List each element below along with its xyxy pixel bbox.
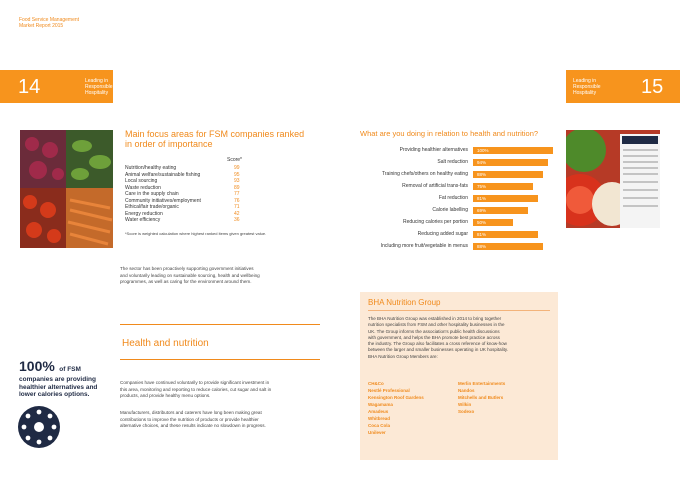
- ranking-row-score: 76: [234, 197, 240, 204]
- ranking-row-label: Energy reduction: [125, 210, 163, 217]
- ranking-row-score: 95: [234, 171, 240, 178]
- bar-category-label: Fat reduction: [438, 195, 468, 201]
- intro-paragraph: The sector has been proactively supporting government initiatives and voluntarily leading on sustainable sourcing, health and wellbeing programmes, as well as caring for the environment around them.: [120, 266, 260, 284]
- bar-row: [360, 158, 560, 166]
- left-page-band: [0, 70, 113, 103]
- divider-top: [120, 324, 320, 325]
- stat-line-2: companies are providing: [19, 376, 96, 383]
- bha-nutrition-panel: [360, 292, 558, 460]
- bar-value-label: 81%: [477, 196, 487, 201]
- score-header: Score*: [227, 157, 243, 163]
- bha-body-line: UK. The Group informs the association's public health discussions: [368, 328, 500, 334]
- bar-value-label: 75%: [477, 184, 487, 189]
- ranking-row-label: Community initiatives/employment: [125, 197, 201, 204]
- bha-member: Whitbread: [368, 416, 390, 421]
- ranking-row-label: Animal welfare/sustainable fishing: [125, 171, 201, 178]
- bha-member: Coca Cola: [368, 423, 391, 428]
- bha-member: Wilkin: [458, 402, 472, 407]
- bar-value-label: 100%: [477, 148, 489, 153]
- nutrition-label-photo: [566, 130, 660, 228]
- bar-category-label: Including more fruit/vegetable in menus: [380, 243, 468, 249]
- ranking-row-label: Water efficiency: [125, 217, 161, 223]
- ranking-section: [125, 129, 325, 237]
- ranking-row-label: Care in the supply chain: [125, 191, 179, 197]
- health-paragraph-2: Manufacturers, distributors and caterers have long been making great contributions to improve the nutrition of products or provide healthier alternative choices, and these results indicate no slowdown in progress.: [120, 410, 266, 428]
- bha-member: Amadeus: [368, 409, 389, 414]
- community-circle-icon: [17, 405, 61, 454]
- bar-category-label: Removal of artificial trans-fats: [402, 183, 468, 189]
- ranking-row-score: 71: [234, 204, 240, 210]
- ranking-row-score: 77: [234, 191, 240, 197]
- health-paragraph-1: Companies have continued voluntarily to provide significant investment in this area, monitoring and reporting to reduce calories, cut sugar and salt in products, and provide healthy menu options.: [120, 380, 272, 398]
- ranking-row-label: Nutrition/healthy eating: [125, 165, 177, 171]
- bar-row: [360, 242, 560, 250]
- bha-member: Mitchells and Butlers: [458, 395, 504, 400]
- stat-value: 100%: [19, 358, 55, 374]
- bha-member: Sodexo: [458, 409, 475, 414]
- ranking-footnote: *Score is weighted calculation where highest ranked items given greatest value.: [125, 230, 267, 236]
- bar-value-label: 88%: [477, 244, 487, 249]
- bha-member: Merlin Entertainments: [458, 381, 506, 386]
- ranking-row-label: Local sourcing: [125, 178, 158, 184]
- bar-category-label: Calorie labelling: [432, 207, 468, 213]
- bha-member: CH&Co: [368, 381, 384, 386]
- bha-body-line: BHA Nutrition Group Members are:: [368, 353, 438, 359]
- ranking-row-score: 36: [234, 217, 240, 223]
- ranking-row-score: 42: [234, 210, 240, 217]
- health-heading: Health and nutrition: [122, 338, 209, 349]
- bha-member: Nestlé Professional: [368, 388, 410, 393]
- bha-body-line: nutrition specialists from FSM and other hospitality businesses in the: [368, 322, 505, 328]
- bha-members-right: [458, 380, 505, 415]
- bha-body-line: between the larger and smaller businesses operating in UK hospitality.: [368, 347, 508, 353]
- bar-row: [360, 230, 560, 238]
- bar-row: [360, 182, 560, 190]
- bha-member: Unilever: [368, 430, 386, 435]
- stat-suffix: of FSM: [59, 366, 81, 373]
- health-nutrition-bar-chart: [360, 146, 560, 258]
- bha-title: BHA Nutrition Group: [368, 298, 441, 307]
- ranking-row-score: 99: [234, 165, 240, 171]
- bha-body-line: the industry. The Group also facilitates a cross reference of know-how: [368, 341, 507, 347]
- stat-callout: [19, 358, 119, 399]
- bar-row: [360, 170, 560, 178]
- ranking-row-label: Waste reduction: [125, 184, 161, 191]
- page-number-left: 14: [18, 76, 41, 98]
- report-header: [19, 17, 79, 29]
- bar-category-label: Reducing calories per portion: [402, 219, 468, 225]
- bha-member: Nandos: [458, 388, 475, 393]
- left-band-label: Leading in Responsible Hospitality: [85, 78, 113, 96]
- stat-line-3: healthier alternatives and: [19, 383, 98, 391]
- bha-members-left: [368, 380, 424, 436]
- right-page-band: [566, 70, 680, 103]
- page-number-right: 15: [641, 76, 664, 98]
- bar-category-label: Training chefs/others on healthy eating: [382, 171, 468, 177]
- ranking-row-score: 89: [234, 184, 240, 191]
- chart-title: What are you doing in relation to health and nutrition?: [360, 129, 539, 138]
- bha-divider: [368, 310, 550, 311]
- report-title: Food Service Management: [19, 17, 80, 23]
- bar-row: [360, 194, 560, 202]
- divider-bottom: [120, 359, 320, 360]
- bar-category-label: Providing healthier alternatives: [399, 147, 468, 153]
- bar-row: [360, 206, 560, 214]
- bha-member: Kensington Roof Gardens: [368, 395, 424, 400]
- bha-member: Wagamama: [368, 402, 393, 407]
- bha-description: [368, 316, 550, 360]
- bar-row: [360, 218, 560, 226]
- ranking-title: Main focus areas for FSM companies ranked in order of importance: [125, 129, 305, 149]
- ranking-row-label: Ethical/fair trade/organic: [125, 204, 179, 210]
- ranking-row-score: 93: [234, 178, 240, 184]
- bha-body-line: The BHA Nutrition Group was established in 2014 to bring together: [368, 316, 502, 321]
- bar-value-label: 88%: [477, 172, 487, 177]
- stat-line-4: lower calories options.: [19, 391, 90, 398]
- ranking-row: [125, 217, 325, 224]
- bar-row: [360, 146, 560, 154]
- ranking-list: [125, 165, 325, 224]
- bar-value-label: 94%: [477, 160, 487, 165]
- bar-value-label: 50%: [477, 220, 487, 225]
- right-band-label: Leading in Responsible Hospitality: [573, 78, 601, 96]
- produce-photo: [20, 130, 113, 248]
- report-subtitle: Market Report 2015: [19, 23, 64, 29]
- bar-value-label: 81%: [477, 232, 487, 237]
- bar-value-label: 69%: [477, 208, 487, 213]
- bar-category-label: Salt reduction: [437, 159, 468, 165]
- bar-category-label: Reducing added sugar: [417, 231, 468, 237]
- bha-body-line: with government, and helps the BHA promote best practice across: [368, 334, 500, 340]
